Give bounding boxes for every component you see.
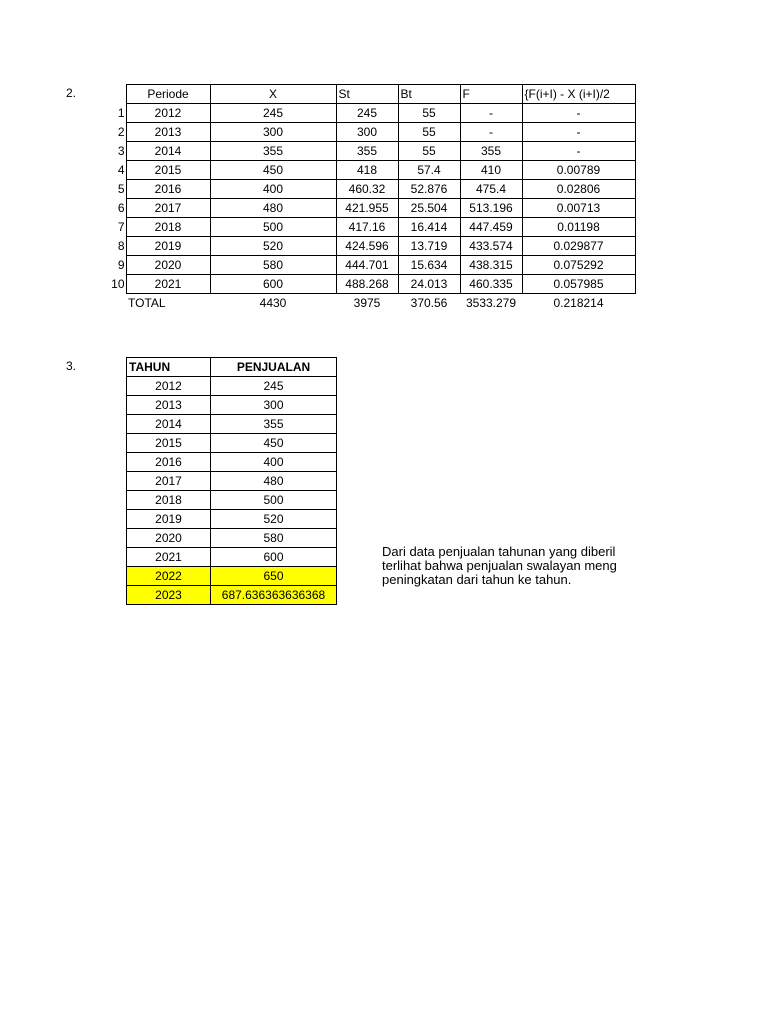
total-st: 3975 (353, 295, 381, 310)
table-row (127, 510, 337, 529)
col-header-st: St (336, 85, 398, 104)
cell-tahun: 2018 (127, 491, 211, 510)
cell-st: 444.701 (336, 256, 398, 275)
cell-bt: 57.4 (398, 161, 460, 180)
cell-periode: 2019 (126, 237, 210, 256)
col-header-periode: Periode (126, 85, 210, 104)
cell-penjualan: 400 (211, 453, 337, 472)
table-header-row (127, 358, 337, 377)
total-row (108, 294, 635, 313)
cell-periode: 2020 (126, 256, 210, 275)
forecast-row (127, 567, 337, 586)
cell-x: 500 (210, 218, 336, 237)
cell-x: 520 (210, 237, 336, 256)
col-header-error: {F(i+I) - X (i+I)/2 (522, 85, 635, 104)
row-number: 6 (117, 200, 125, 215)
cell-bt: 55 (398, 123, 460, 142)
table-row (108, 237, 635, 256)
cell-penjualan: 480 (211, 472, 337, 491)
cell-st: 421.955 (336, 199, 398, 218)
row-number: 4 (117, 162, 125, 177)
cell-penjualan: 300 (211, 396, 337, 415)
cell-error: 0.00789 (522, 161, 635, 180)
cell-error: 0.02806 (522, 180, 635, 199)
cell-st: 417.16 (336, 218, 398, 237)
cell-f: 447.459 (460, 218, 522, 237)
cell-f: 475.4 (460, 180, 522, 199)
row-number: 10 (111, 276, 125, 291)
row-number: 9 (117, 257, 125, 272)
col-header-tahun: TAHUN (127, 358, 211, 377)
note-line: terlihat bahwa penjualan swalayan meng (382, 558, 617, 573)
cell-tahun: 2013 (127, 396, 211, 415)
row-number: 2 (117, 124, 125, 139)
cell-bt: 55 (398, 142, 460, 161)
total-error: 0.218214 (553, 295, 604, 310)
cell-periode: 2018 (126, 218, 210, 237)
row-number: 8 (117, 238, 125, 253)
table-row (108, 199, 635, 218)
cell-tahun: 2015 (127, 434, 211, 453)
cell-x: 600 (210, 275, 336, 294)
cell-f: 513.196 (460, 199, 522, 218)
cell-f: 355 (460, 142, 522, 161)
col-header-x: X (210, 85, 336, 104)
note-line: Dari data penjualan tahunan yang diberil (382, 545, 616, 559)
total-f: 3533.279 (465, 295, 517, 310)
cell-tahun: 2016 (127, 453, 211, 472)
cell-st: 245 (336, 104, 398, 123)
cell-bt: 16.414 (398, 218, 460, 237)
cell-penjualan: 355 (211, 415, 337, 434)
row-number: 5 (117, 181, 125, 196)
cell-f: 438.315 (460, 256, 522, 275)
table-row (127, 529, 337, 548)
cell-periode: 2014 (126, 142, 210, 161)
table-row (127, 472, 337, 491)
cell-error: 0.01198 (522, 218, 635, 237)
row-number: 7 (117, 219, 125, 234)
cell-periode: 2015 (126, 161, 210, 180)
cell-penjualan: 687.636363636368 (211, 586, 337, 605)
cell-bt: 25.504 (398, 199, 460, 218)
section-2-number: 2. (66, 86, 77, 100)
section-3-table (126, 357, 337, 605)
section-3-number: 3. (66, 359, 77, 373)
total-bt: 370.56 (410, 295, 448, 310)
table-row (127, 415, 337, 434)
table-row (127, 377, 337, 396)
cell-st: 300 (336, 123, 398, 142)
table-row (127, 434, 337, 453)
cell-st: 488.268 (336, 275, 398, 294)
cell-x: 355 (210, 142, 336, 161)
table-row (108, 123, 635, 142)
col-header-f: F (460, 85, 522, 104)
cell-f: - (460, 123, 522, 142)
cell-bt: 15.634 (398, 256, 460, 275)
forecast-row (127, 586, 337, 605)
cell-tahun: 2020 (127, 529, 211, 548)
table-row (108, 161, 635, 180)
col-header-bt: Bt (398, 85, 460, 104)
table-row (108, 275, 635, 294)
total-x: 4430 (259, 295, 287, 310)
cell-st: 460.32 (336, 180, 398, 199)
cell-penjualan: 245 (211, 377, 337, 396)
cell-x: 400 (210, 180, 336, 199)
cell-penjualan: 600 (211, 548, 337, 567)
cell-penjualan: 580 (211, 529, 337, 548)
cell-tahun: 2019 (127, 510, 211, 529)
total-label: TOTAL (128, 295, 166, 310)
cell-periode: 2012 (126, 104, 210, 123)
cell-x: 580 (210, 256, 336, 275)
cell-bt: 24.013 (398, 275, 460, 294)
table-row (108, 142, 635, 161)
table-row (127, 491, 337, 510)
cell-st: 418 (336, 161, 398, 180)
table-header-row (108, 85, 635, 104)
cell-error: - (522, 123, 635, 142)
row-number: 1 (117, 105, 125, 120)
note-line: peningkatan dari tahun ke tahun. (382, 572, 572, 587)
cell-error: 0.057985 (522, 275, 635, 294)
cell-penjualan: 500 (211, 491, 337, 510)
cell-error: - (522, 104, 635, 123)
cell-st: 355 (336, 142, 398, 161)
cell-tahun: 2017 (127, 472, 211, 491)
cell-tahun: 2023 (127, 586, 211, 605)
row-number: 3 (117, 143, 125, 158)
cell-st: 424.596 (336, 237, 398, 256)
cell-x: 300 (210, 123, 336, 142)
table-row (108, 256, 635, 275)
cell-penjualan: 650 (211, 567, 337, 586)
cell-tahun: 2021 (127, 548, 211, 567)
table-row (127, 453, 337, 472)
cell-x: 480 (210, 199, 336, 218)
cell-periode: 2017 (126, 199, 210, 218)
cell-periode: 2016 (126, 180, 210, 199)
conclusion-note (382, 545, 636, 587)
table-row (127, 548, 337, 567)
cell-f: - (460, 104, 522, 123)
cell-error: - (522, 142, 635, 161)
col-header-penjualan: PENJUALAN (211, 358, 337, 377)
cell-f: 460.335 (460, 275, 522, 294)
cell-error: 0.075292 (522, 256, 635, 275)
cell-penjualan: 450 (211, 434, 337, 453)
cell-penjualan: 520 (211, 510, 337, 529)
cell-periode: 2021 (126, 275, 210, 294)
cell-tahun: 2022 (127, 567, 211, 586)
cell-bt: 52.876 (398, 180, 460, 199)
table-row (108, 104, 635, 123)
cell-x: 450 (210, 161, 336, 180)
cell-tahun: 2014 (127, 415, 211, 434)
cell-error: 0.00713 (522, 199, 635, 218)
table-row (108, 180, 635, 199)
cell-periode: 2013 (126, 123, 210, 142)
cell-f: 433.574 (460, 237, 522, 256)
row-number-header (108, 85, 126, 104)
cell-error: 0.029877 (522, 237, 635, 256)
section-2-table (108, 84, 636, 312)
cell-x: 245 (210, 104, 336, 123)
table-row (127, 396, 337, 415)
cell-bt: 55 (398, 104, 460, 123)
cell-tahun: 2012 (127, 377, 211, 396)
cell-f: 410 (460, 161, 522, 180)
table-row (108, 218, 635, 237)
cell-bt: 13.719 (398, 237, 460, 256)
